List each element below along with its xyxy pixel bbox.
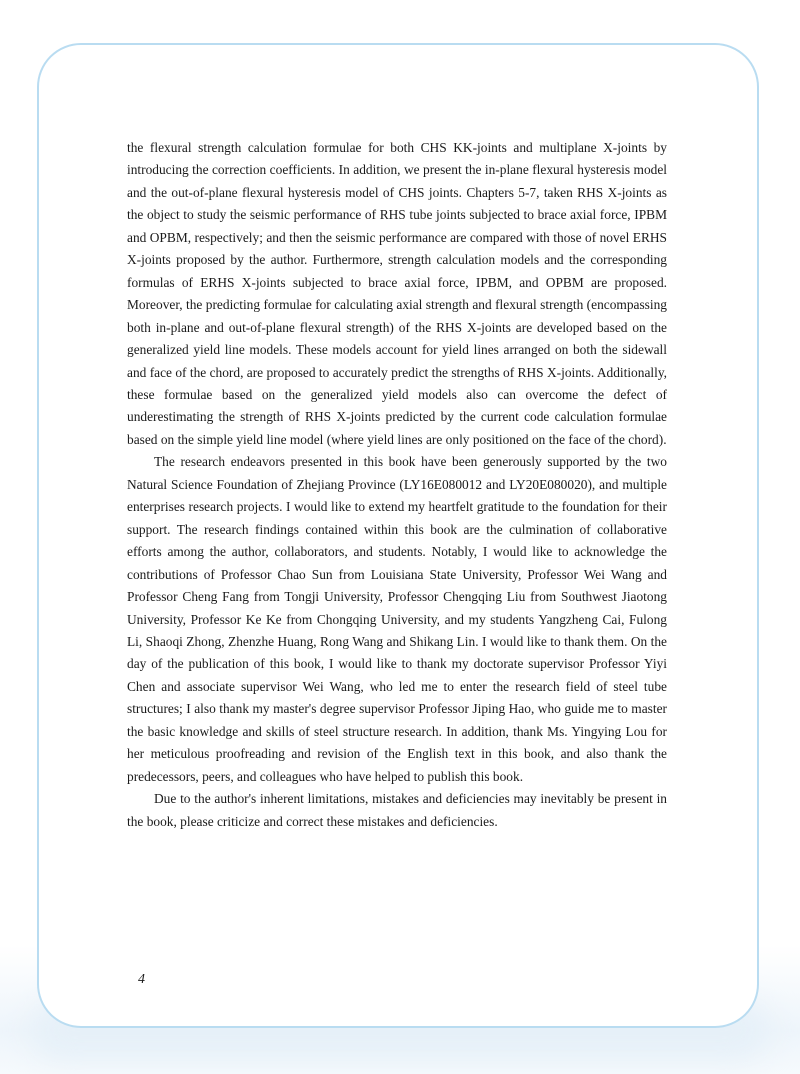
page-number: 4 — [138, 972, 145, 987]
paragraph-limitations: Due to the author's inherent limitations, mistakes and deficiencies may inevitably be present in the book, please criticize and correct these mistakes and deficiencies. — [127, 791, 667, 829]
paragraph-acknowledgements: The research endeavors presented in this book have been generously supported by the two Natural Science Foundation of Zhejiang Province (LY16E080012 and LY20E080020), and multiple enterprises research projects. I would like to extend my heartfelt gratitude to the foundation for their support. The research findings contained within this book are the culmination of collaborative efforts among the author, collaborators, and students. Notably, I would like to acknowledge the contributions of Professor Chao Sun from Louisiana State University, Professor Wei Wang and Professor Cheng Fang from Tongji University, Professor Chengqing Liu from Southwest Jiaotong University, Professor Ke Ke from Chongqing University, and my students Yangzheng Cai, Fulong Li, Shaoqi Zhong, Zhenzhe Huang, Rong Wang and Shikang Lin. I would like to thank them. On the day of the publication of this book, I would like to thank my doctorate supervisor Professor Yiyi Chen and associate supervisor Wei Wang, who led me to enter the research field of steel tube structures; I also thank my master's degree supervisor Professor Jiping Hao, who guide me to master the basic knowledge and skills of steel structure research. In addition, thank Ms. Yingying Lou for her meticulous proofreading and revision of the English text in this book, and also thank the predecessors, peers, and colleagues who have helped to publish this book. — [127, 454, 667, 784]
paragraph-continuation: the flexural strength calculation formulae for both CHS KK-joints and multiplane X-joints by introducing the correction coefficients. In addition, we present the in-plane flexural hysteresis model and the out-of-plane flexural hysteresis model of CHS joints. Chapters 5-7, taken RHS X-joints as the object to study the seismic performance of RHS tube joints subjected to brace axial force, IPBM and OPBM, respectively; and then the seismic performance are compared with those of novel ERHS X-joints proposed by the author. Furthermore, strength calculation models and the corresponding formulas of ERHS X-joints subjected to brace axial force, IPBM, and OPBM are proposed. Moreover, the predicting formulae for calculating axial strength and flexural strength (encompassing both in-plane and out-of-plane flexural strength) of the RHS X-joints are developed based on the generalized yield line models. These models account for yield lines arranged on both the sidewall and face of the chord, are proposed to accurately predict the strengths of RHS X-joints. Additionally, these formulae based on the generalized yield models also can overcome the defect of underestimating the strength of RHS X-joints predicted by the current code calculation formulae based on the simple yield line model (where yield lines are only positioned on the face of the chord). — [127, 140, 667, 447]
body-text — [127, 137, 667, 833]
